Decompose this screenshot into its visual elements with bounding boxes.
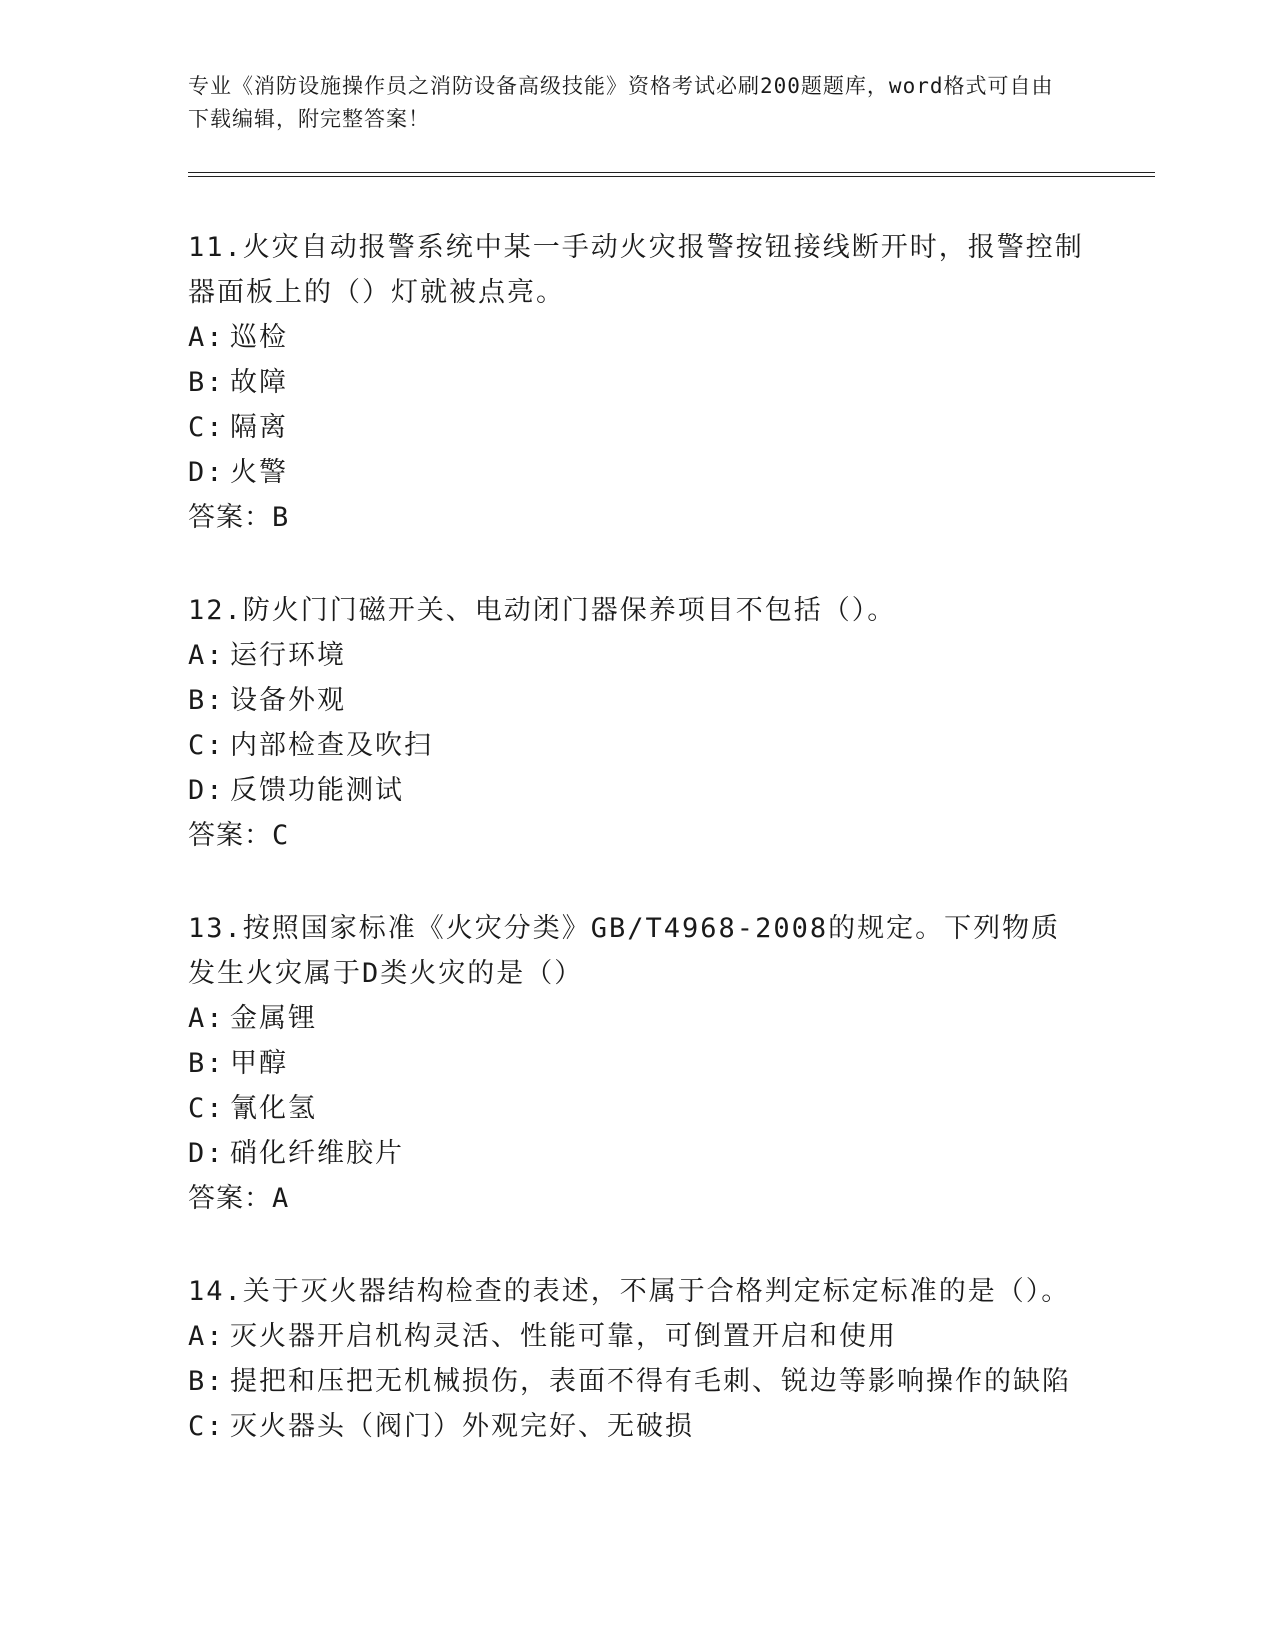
answer-line [188,495,1148,540]
question-14 [188,1269,1148,1449]
option-b [188,1359,1148,1404]
answer-label: 答案： [188,1183,272,1214]
option-key: D: [188,775,225,806]
option-a [188,1314,1148,1359]
answer-value: C [272,820,290,851]
option-text: 金属锂 [230,1003,317,1034]
document-header: 专业《消防设施操作员之消防设备高级技能》资格考试必刷200题题库，word格式可自由下载编辑，附完整答案！ [188,74,1054,131]
option-key: D: [188,457,225,488]
option-key: B: [188,367,225,398]
question-13 [188,906,1148,1221]
header-divider [188,172,1155,177]
answer-line [188,813,1148,858]
option-text: 灭火器开启机构灵活、性能可靠，可倒置开启和使用 [230,1321,897,1352]
option-text: 内部检查及吹扫 [230,730,433,761]
option-key: A: [188,1003,225,1034]
option-a [188,633,1148,678]
question-stem: 12.防火门门磁开关、电动闭门器保养项目不包括（）。 [188,595,897,626]
question-12 [188,588,1148,858]
question-11 [188,225,1148,540]
option-text: 甲醇 [230,1048,288,1079]
option-text: 灭火器头（阀门）外观完好、无破损 [230,1411,694,1442]
option-key: B: [188,685,225,716]
question-stem: 14.关于灭火器结构检查的表述，不属于合格判定标定标准的是（）。 [188,1276,1071,1307]
answer-value: B [272,502,290,533]
option-text: 隔离 [230,412,288,443]
option-c [188,1086,1148,1131]
option-key: C: [188,412,225,443]
option-text: 火警 [230,457,288,488]
question-stem: 13.按照国家标准《火灾分类》GB/T4968-2008的规定。下列物质发生火灾属于D类火灾的是（） [188,913,1061,989]
option-text: 运行环境 [230,640,346,671]
answer-label: 答案： [188,502,272,533]
option-key: B: [188,1366,225,1397]
option-key: D: [188,1138,225,1169]
option-text: 提把和压把无机械损伤，表面不得有毛刺、锐边等影响操作的缺陷 [230,1366,1071,1397]
document-page [188,70,1148,1449]
option-a [188,315,1148,360]
option-b [188,1041,1148,1086]
option-text: 氰化氢 [230,1093,317,1124]
option-c [188,405,1148,450]
option-key: A: [188,1321,225,1352]
answer-label: 答案： [188,820,272,851]
option-d [188,450,1148,495]
option-b [188,678,1148,723]
option-key: C: [188,730,225,761]
option-text: 故障 [230,367,288,398]
option-c [188,1404,1148,1449]
option-key: C: [188,1093,225,1124]
option-key: A: [188,322,225,353]
option-d [188,768,1148,813]
option-a [188,996,1148,1041]
option-b [188,360,1148,405]
option-text: 硝化纤维胶片 [230,1138,404,1169]
answer-line [188,1176,1148,1221]
option-key: C: [188,1411,225,1442]
option-d [188,1131,1148,1176]
answer-value: A [272,1183,290,1214]
option-text: 巡检 [230,322,288,353]
option-text: 反馈功能测试 [230,775,404,806]
option-c [188,723,1148,768]
option-text: 设备外观 [230,685,346,716]
question-stem: 11.火灾自动报警系统中某一手动火灾报警按钮接线断开时，报警控制器面板上的（）灯就被点亮。 [188,232,1084,308]
option-key: A: [188,640,225,671]
option-key: B: [188,1048,225,1079]
